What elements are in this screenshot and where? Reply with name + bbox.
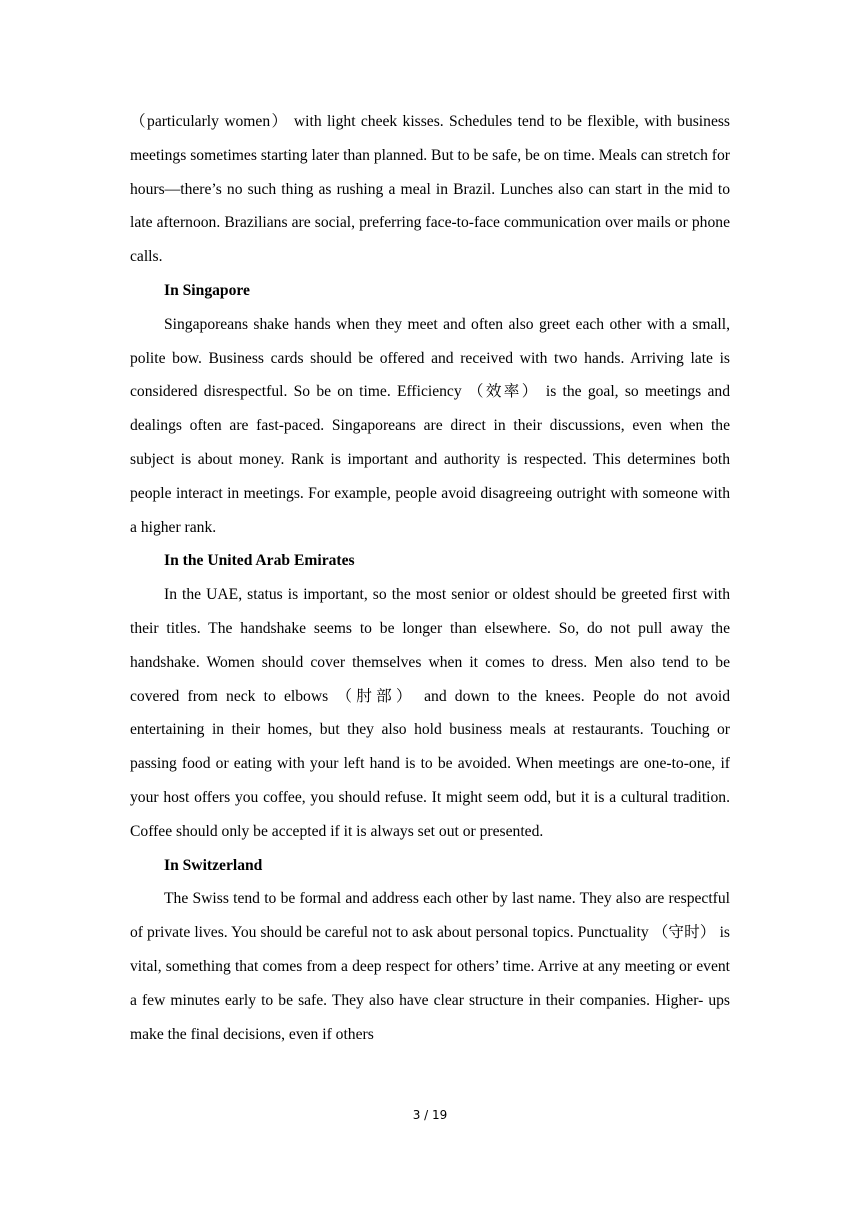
section-heading-uae: In the United Arab Emirates	[164, 552, 355, 570]
document-body	[130, 105, 730, 1051]
section-heading-switzerland: In Switzerland	[164, 856, 263, 874]
section-heading-singapore: In Singapore	[164, 281, 250, 299]
paragraph-brazil-continued: （particularly women） with light cheek kisses. Schedules tend to be flexible, with business meetings sometimes starting later than planned. But to be safe, be on time. Meals can stretch for hours—there’s no such thing as rushing a meal in Brazil. Lunches also can start in the mid to late afternoon. Brazilians are social, preferring face-to-face communication over mails or phone calls.	[130, 113, 730, 266]
paragraph-singapore: Singaporeans shake hands when they meet and often also greet each other with a small, polite bow. Business cards should be offered and received with two hands. Arriving late is considered disrespectful. So be on time. Efficiency （效率） is the goal, so meetings and dealings often are fast-paced. Singaporeans are direct in their discussions, even when the subject is about money. Rank is important and authority is respected. This determines both people interact in meetings. For example, people avoid disagreeing outright with someone with a higher rank.	[130, 315, 730, 536]
page-number: 3 / 19	[412, 1108, 448, 1122]
paragraph-uae: In the UAE, status is important, so the most senior or oldest should be greeted first with their titles. The handshake seems to be longer than elsewhere. So, do not pull away the handshake. Women should cover themselves when it comes to dress. Men also tend to be covered from neck to elbows （肘部） and down to the knees. People do not avoid entertaining in their homes, but they also hold business meals at restaurants. Touching or passing food or eating with your left hand is to be avoided. When meetings are one-to-one, if your host offers you coffee, you should refuse. It might seem odd, but it is a cultural tradition. Coffee should only be accepted if it is always set out or presented.	[130, 586, 730, 840]
paragraph-switzerland: The Swiss tend to be formal and address each other by last name. They also are respectful of private lives. You should be careful not to ask about personal topics. Punctuality （守时） is vital, something that comes from a deep respect for others’ time. Arrive at any meeting or event a few minutes early to be safe. They also have clear structure in their companies. Higher- ups make the final decisions, even if others	[130, 890, 730, 1043]
